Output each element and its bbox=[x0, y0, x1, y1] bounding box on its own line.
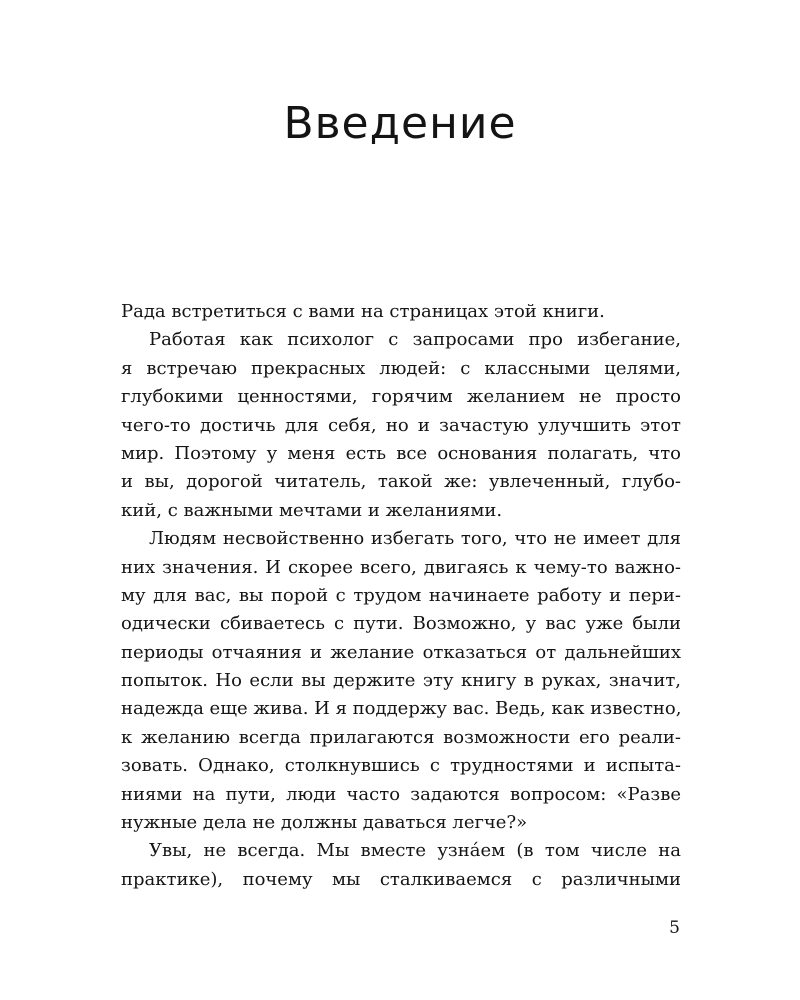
text-line: я встречаю прекрасных людей: с классными целями, bbox=[121, 357, 681, 379]
text-line: нужные дела не должны даваться легче?» bbox=[121, 812, 528, 834]
paragraph-2 bbox=[121, 326, 681, 525]
text-line: ниями на пути, люди часто задаются вопросом: «Разве bbox=[121, 783, 681, 805]
text-line: Людям несвойственно избегать того, что не имеет для bbox=[149, 528, 681, 550]
text-line: попыток. Но если вы держите эту книгу в руках, значит, bbox=[121, 670, 681, 692]
text-line: кий, с важными мечтами и желаниями. bbox=[121, 499, 503, 521]
text-line: зовать. Однако, столкнувшись с трудностями и испыта- bbox=[121, 755, 681, 777]
text-line: Работая как психолог с запросами про избегание, bbox=[149, 329, 681, 351]
body-text bbox=[121, 298, 681, 894]
paragraph-4 bbox=[121, 837, 681, 894]
text-line: надежда еще жива. И я поддержу вас. Ведь, как известно, bbox=[121, 698, 682, 720]
text-line: к желанию всегда прилагаются возможности его реали- bbox=[121, 726, 681, 748]
text-line: Рада встретиться с вами на страницах этой книги. bbox=[121, 301, 605, 322]
text-line: глубокими ценностями, горячим желанием не просто bbox=[121, 386, 681, 408]
text-line: чего-то достичь для себя, но и зачастую улучшить этот bbox=[121, 414, 681, 436]
text-line: них значения. И скорее всего, двигаясь к чему-то важно- bbox=[121, 556, 681, 578]
page-title: Введение bbox=[283, 98, 517, 149]
text-line: периоды отчаяния и желание отказаться от дальнейших bbox=[121, 641, 681, 663]
text-line: Увы, не всегда. Мы вместе узна́ем (в том числе на bbox=[149, 840, 681, 862]
text-line: одически сбиваетесь с пути. Возможно, у вас уже были bbox=[121, 613, 681, 635]
text-line: и вы, дорогой читатель, такой же: увлеченный, глубо- bbox=[121, 471, 681, 493]
text-line: практике), почему мы сталкиваемся с различными bbox=[121, 868, 681, 890]
paragraph-3 bbox=[121, 525, 681, 837]
text-line: му для вас, вы порой с трудом начинаете работу и пери- bbox=[121, 584, 681, 606]
paragraph-1 bbox=[121, 298, 681, 326]
text-line: мир. Поэтому у меня есть все основания полагать, что bbox=[121, 442, 681, 464]
page-number: 5 bbox=[669, 918, 680, 938]
